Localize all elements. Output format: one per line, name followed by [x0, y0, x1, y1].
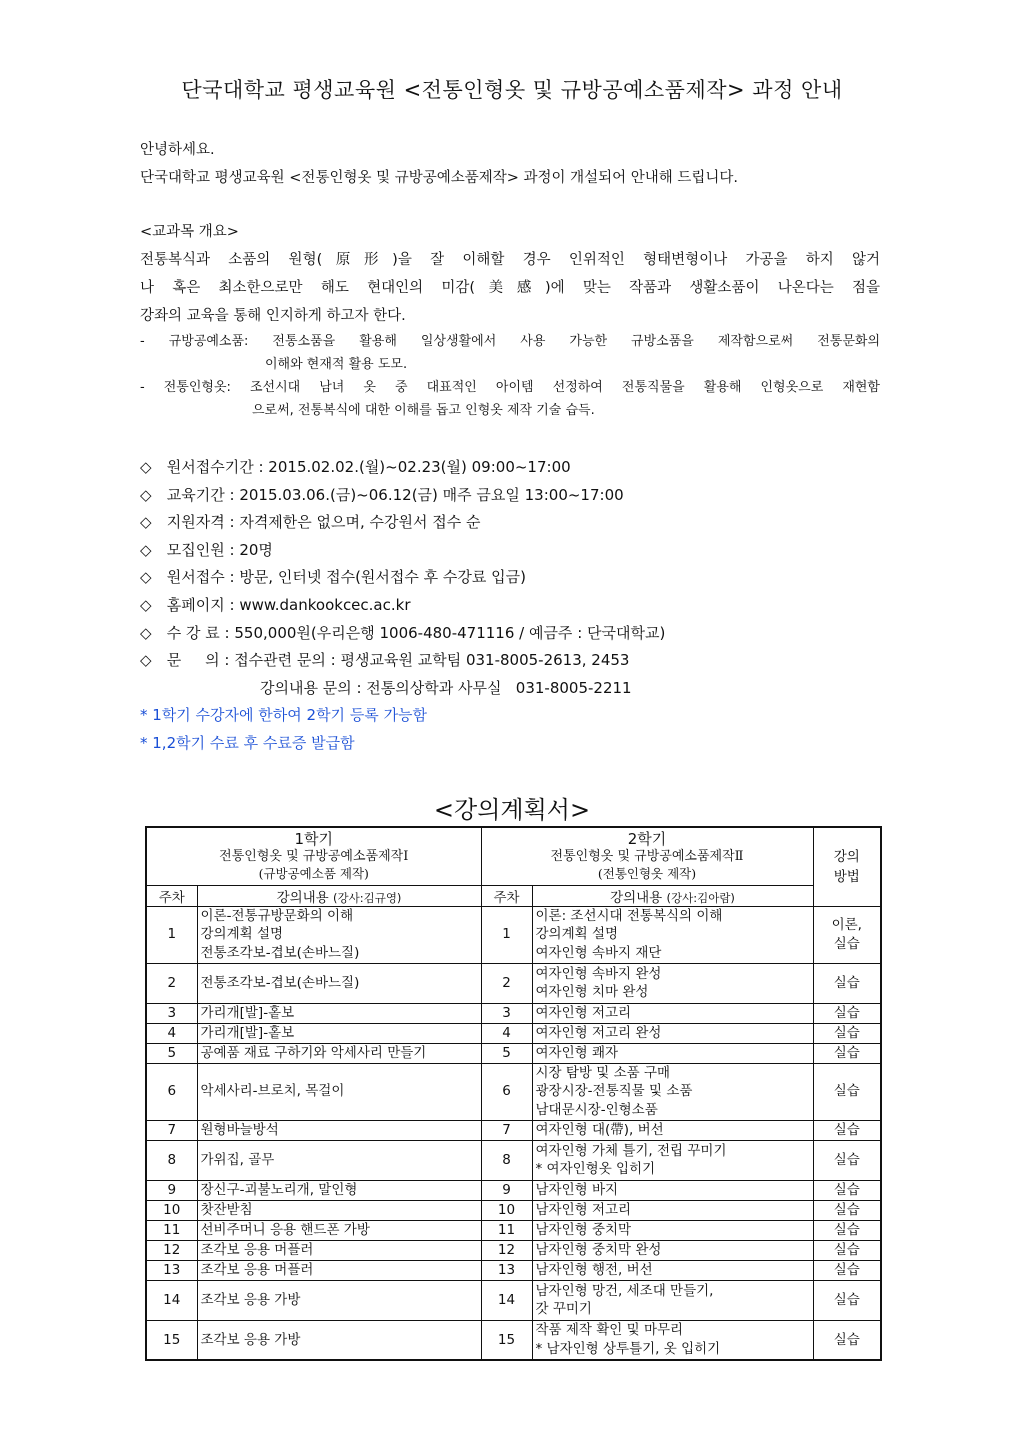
table-row	[146, 1280, 881, 1320]
week-number: 13	[481, 1260, 532, 1280]
table-row	[146, 1240, 881, 1260]
lecture-content: 장신구-괴불노리개, 말인형	[197, 1180, 481, 1200]
intro-section	[140, 136, 880, 192]
content-header: 강의내용 (강사:김규영)	[197, 885, 481, 906]
overview-sub-list	[140, 330, 880, 422]
week-number: 12	[146, 1240, 197, 1260]
lecture-content: 악세사리-브로치, 목걸이	[197, 1063, 481, 1120]
diamond-icon: ◇	[140, 513, 152, 532]
info-section	[140, 454, 900, 758]
info-item	[140, 592, 900, 620]
homepage-link[interactable]: 홈페이지 : www.dankookcec.ac.kr	[166, 595, 411, 614]
lecture-plan-table	[145, 826, 882, 1361]
lecture-method: 실습	[813, 1140, 881, 1180]
note-item: * 1,2학기 수료 후 수료증 발급함	[140, 733, 355, 752]
table-row	[146, 1200, 881, 1220]
info-item: ◇ 지원자격 : 자격제한은 없으며, 수강원서 접수 순	[140, 509, 900, 537]
lecture-content: 선비주머니 응용 핸드폰 가방	[197, 1220, 481, 1240]
week-header: 주차	[146, 885, 197, 906]
lecture-content: 시장 탐방 및 소품 구매 광장시장-전통직물 및 소품 남대문시장-인형소품	[532, 1063, 813, 1120]
table-row	[146, 1063, 881, 1120]
week-number: 4	[146, 1023, 197, 1043]
week-number: 7	[146, 1120, 197, 1140]
lecture-content: 작품 제작 확인 및 마무리 * 남자인형 상투틀기, 옷 입히기	[532, 1320, 813, 1360]
week-number: 2	[481, 963, 532, 1003]
lecture-content: 전통조각보-겹보(손바느질)	[197, 963, 481, 1003]
info-item: ◇ 교육기간 : 2015.03.06.(금)~06.12(금) 매주 금요일 13:00~17:00	[140, 482, 900, 510]
table-row	[146, 963, 881, 1003]
note-item: * 1학기 수강자에 한하여 2학기 등록 가능함	[140, 706, 428, 725]
content-header: 강의내용 (강사:김아람)	[532, 885, 813, 906]
lecture-content: 찻잔받침	[197, 1200, 481, 1220]
table-row	[146, 1140, 881, 1180]
week-number: 2	[146, 963, 197, 1003]
lecture-content: 남자인형 망건, 세조대 만들기, 갓 꾸미기	[532, 1280, 813, 1320]
week-number: 6	[481, 1063, 532, 1120]
lecture-method: 실습	[813, 1320, 881, 1360]
diamond-icon: ◇	[140, 540, 152, 559]
sub-item-second: 으로써, 전통복식에 대한 이해를 돕고 인형옷 제작 기술 습득.	[252, 403, 595, 418]
lecture-content: 공예품 재료 구하기와 악세사리 만들기	[197, 1043, 481, 1063]
lecture-method: 이론, 실습	[813, 906, 881, 963]
lecture-content: 이론: 조선시대 전통복식의 이해 강의계획 설명 여자인형 속바지 재단	[532, 906, 813, 963]
intro-line: 단국대학교 평생교육원 <전통인형옷 및 규방공예소품제작> 과정이 개설되어 안내해 드립니다.	[140, 170, 739, 186]
week-number: 9	[146, 1180, 197, 1200]
lecture-content: 조각보 응용 가방	[197, 1320, 481, 1360]
semester2-header: 2학기 전통인형옷 및 규방공예소품제작Ⅱ (전통인형옷 제작)	[481, 827, 813, 885]
sub-item-second: 이해와 현재적 활용 도모.	[265, 357, 408, 372]
week-number: 12	[481, 1240, 532, 1260]
lecture-content: 여자인형 대(帶), 버선	[532, 1120, 813, 1140]
lecture-content: 남자인형 행전, 버선	[532, 1260, 813, 1280]
lecture-content: 남자인형 바지	[532, 1180, 813, 1200]
table-header-row	[146, 827, 881, 885]
diamond-icon: ◇	[140, 485, 152, 504]
week-number: 13	[146, 1260, 197, 1280]
lecture-content: 가리개[발]-홑보	[197, 1023, 481, 1043]
lecture-content: 남자인형 중치막	[532, 1220, 813, 1240]
week-number: 14	[146, 1280, 197, 1320]
lecture-method: 실습	[813, 1003, 881, 1023]
lecture-content: 여자인형 저고리 완성	[532, 1023, 813, 1043]
week-number: 11	[481, 1220, 532, 1240]
lecture-content: 조각보 응용 머플러	[197, 1260, 481, 1280]
lecture-content: 남자인형 중치막 완성	[532, 1240, 813, 1260]
lecture-method: 실습	[813, 1063, 881, 1120]
lecture-content: 여자인형 쾌자	[532, 1043, 813, 1063]
info-item: ◇ 원서접수기간 : 2015.02.02.(월)~02.23(월) 09:00~17:00	[140, 454, 900, 482]
info-item: ◇ 수 강 료 : 550,000원(우리은행 1006-480-471116 / 예금주 : 단국대학교)	[140, 620, 900, 648]
week-number: 5	[146, 1043, 197, 1063]
overview-line: 전통복식과 소품의 원형(原形)을 잘 이해할 경우 인위적인 형태변형이나 가공을 하지 않거	[140, 252, 880, 268]
lecture-method: 실습	[813, 963, 881, 1003]
diamond-icon: ◇	[140, 458, 152, 476]
semester1-header: 1학기 전통인형옷 및 규방공예소품제작Ⅰ (규방공예소품 제작)	[146, 827, 481, 885]
week-number: 5	[481, 1043, 532, 1063]
lecture-content: 여자인형 저고리	[532, 1003, 813, 1023]
week-number: 8	[481, 1140, 532, 1180]
lecture-content: 남자인형 저고리	[532, 1200, 813, 1220]
week-number: 8	[146, 1140, 197, 1180]
lecture-method: 실습	[813, 1220, 881, 1240]
overview-line: 강좌의 교육을 통해 인지하게 하고자 한다.	[140, 308, 406, 324]
week-number: 15	[146, 1320, 197, 1360]
table-row	[146, 1180, 881, 1200]
week-number: 14	[481, 1280, 532, 1320]
table-row	[146, 1023, 881, 1043]
week-number: 3	[481, 1003, 532, 1023]
info-item: ◇ 문 의 : 접수관련 문의 : 평생교육원 교학팀 031-8005-2613, 2453	[140, 647, 900, 675]
lecture-method: 실습	[813, 1240, 881, 1260]
table-subheader-row	[146, 885, 881, 906]
week-number: 1	[146, 906, 197, 963]
lecture-method: 실습	[813, 1180, 881, 1200]
overview-section	[140, 218, 880, 422]
lecture-content: 가리개[발]-홑보	[197, 1003, 481, 1023]
diamond-icon: ◇	[140, 595, 152, 614]
week-number: 3	[146, 1003, 197, 1023]
info-item: ◇ 원서접수 : 방문, 인터넷 접수(원서접수 후 수강료 입금)	[140, 564, 900, 592]
diamond-icon: ◇	[140, 568, 152, 587]
table-row	[146, 1320, 881, 1360]
lecture-content: 여자인형 속바지 완성 여자인형 치마 완성	[532, 963, 813, 1003]
week-number: 10	[146, 1200, 197, 1220]
lecture-method: 실습	[813, 1260, 881, 1280]
table-row	[146, 1220, 881, 1240]
week-number: 6	[146, 1063, 197, 1120]
lecture-content: 원형바늘방석	[197, 1120, 481, 1140]
contact-line: 강의내용 문의 : 전통의상학과 사무실 031-8005-2211	[260, 678, 632, 697]
method-header: 강의 방법	[813, 827, 881, 906]
week-number: 15	[481, 1320, 532, 1360]
diamond-icon: ◇	[140, 623, 152, 642]
week-number: 9	[481, 1180, 532, 1200]
table-row	[146, 1043, 881, 1063]
table-row	[146, 906, 881, 963]
lecture-method: 실습	[813, 1280, 881, 1320]
sub-item-first: - 규방공예소품: 전통소품을 활용해 일상생활에서 사용 가능한 규방소품을 제작함으로써 전통문화의	[140, 334, 880, 349]
lecture-method: 실습	[813, 1120, 881, 1140]
table-row	[146, 1260, 881, 1280]
diamond-icon: ◇	[140, 651, 152, 670]
overview-heading: <교과목 개요>	[140, 224, 239, 240]
lecture-content: 여자인형 가체 틀기, 전립 꾸미기 * 여자인형옷 입히기	[532, 1140, 813, 1180]
overview-line: 나 혹은 최소한으로만 해도 현대인의 미감(美感)에 맞는 작품과 생활소품이 나온다는 점을	[140, 280, 880, 296]
week-number: 7	[481, 1120, 532, 1140]
table-row	[146, 1120, 881, 1140]
sub-item-first: - 전통인형옷: 조선시대 남녀 옷 중 대표적인 아이템 선정하여 전통직물을 활용해 인형옷으로 재현함	[140, 380, 880, 395]
week-header: 주차	[481, 885, 532, 906]
table-row	[146, 1003, 881, 1023]
lecture-method: 실습	[813, 1023, 881, 1043]
lecture-content: 가위집, 골무	[197, 1140, 481, 1180]
lecture-method: 실습	[813, 1043, 881, 1063]
plan-title: <강의계획서>	[433, 796, 591, 824]
document-title: 단국대학교 평생교육원 <전통인형옷 및 규방공예소품제작> 과정 안내	[181, 78, 843, 102]
week-number: 11	[146, 1220, 197, 1240]
lecture-method: 실습	[813, 1200, 881, 1220]
week-number: 1	[481, 906, 532, 963]
week-number: 10	[481, 1200, 532, 1220]
week-number: 4	[481, 1023, 532, 1043]
lecture-content: 이론-전통규방문화의 이해 강의계획 설명 전통조각보-겹보(손바느질)	[197, 906, 481, 963]
lecture-content: 조각보 응용 가방	[197, 1280, 481, 1320]
info-item: ◇ 모집인원 : 20명	[140, 537, 900, 565]
lecture-content: 조각보 응용 머플러	[197, 1240, 481, 1260]
greeting: 안녕하세요.	[140, 142, 215, 158]
